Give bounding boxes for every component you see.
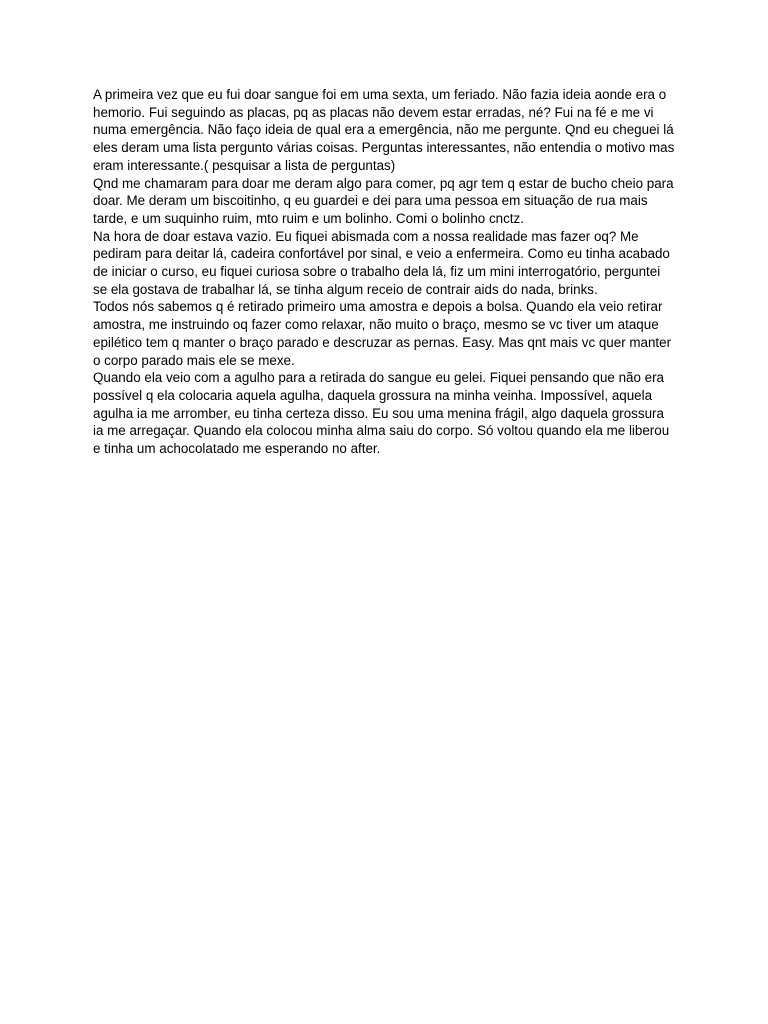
paragraph-3: Na hora de doar estava vazio. Eu fiquei abismada com a nossa realidade mas fazer oq? Me pediram para deitar lá, cadeira confortável por sinal, e veio a enfermeira. Como eu tinha acabado de iniciar o curso, eu fiquei curiosa sobre o trabalho dela lá, fiz um mini interrogatório, perguntei se ela gostava de trabalhar lá, se tinha algum receio de contrair aids do nada, brinks. xyxy=(93,228,670,297)
paragraph-1: A primeira vez que eu fui doar sangue foi em uma sexta, um feriado. Não fazia ideia aonde era o hemorio. Fui seguindo as placas, pq as placas não devem estar erradas, né? Fui na fé e me vi numa emergência. Não faço ideia de qual era a emergência, não me pergunte. Qnd eu cheguei lá eles deram uma lista pergunto várias coisas. Perguntas interessantes, não entendia o motivo mas eram interessante.( pesquisar a lista de perguntas) xyxy=(93,87,675,173)
paragraph-4: Todos nós sabemos q é retirado primeiro uma amostra e depois a bolsa. Quando ela veio retirar amostra, me instruindo oq fazer como relaxar, não muito o braço, mesmo se vc tiver um ataque epilético tem q manter o braço parado e descruzar as pernas. Easy. Mas qnt mais vc quer manter o corpo parado mais ele se mexe. xyxy=(93,299,672,368)
paragraph-2: Qnd me chamaram para doar me deram algo para comer, pq agr tem q estar de bucho cheio para doar. Me deram um biscoitinho, q eu guardei e dei para uma pessoa em situação de rua mais tarde, e um suquinho ruim, mto ruim e um bolinho. Comi o bolinho cnctz. xyxy=(93,175,674,226)
document-body xyxy=(93,86,678,458)
paragraph-5: Quando ela veio com a agulho para a retirada do sangue eu gelei. Fiquei pensando que não era possível q ela colocaria aquela agulha, daquela grossura na minha veinha. Impossível, aquela agulha ia me arromber, eu tinha certeza disso. Eu sou uma menina frágil, algo daquela grossura ia me arregaçar. Quando ela colocou minha alma saiu do corpo. Só voltou quando ela me liberou e tinha um achocolatado me esperando no after. xyxy=(93,370,670,457)
